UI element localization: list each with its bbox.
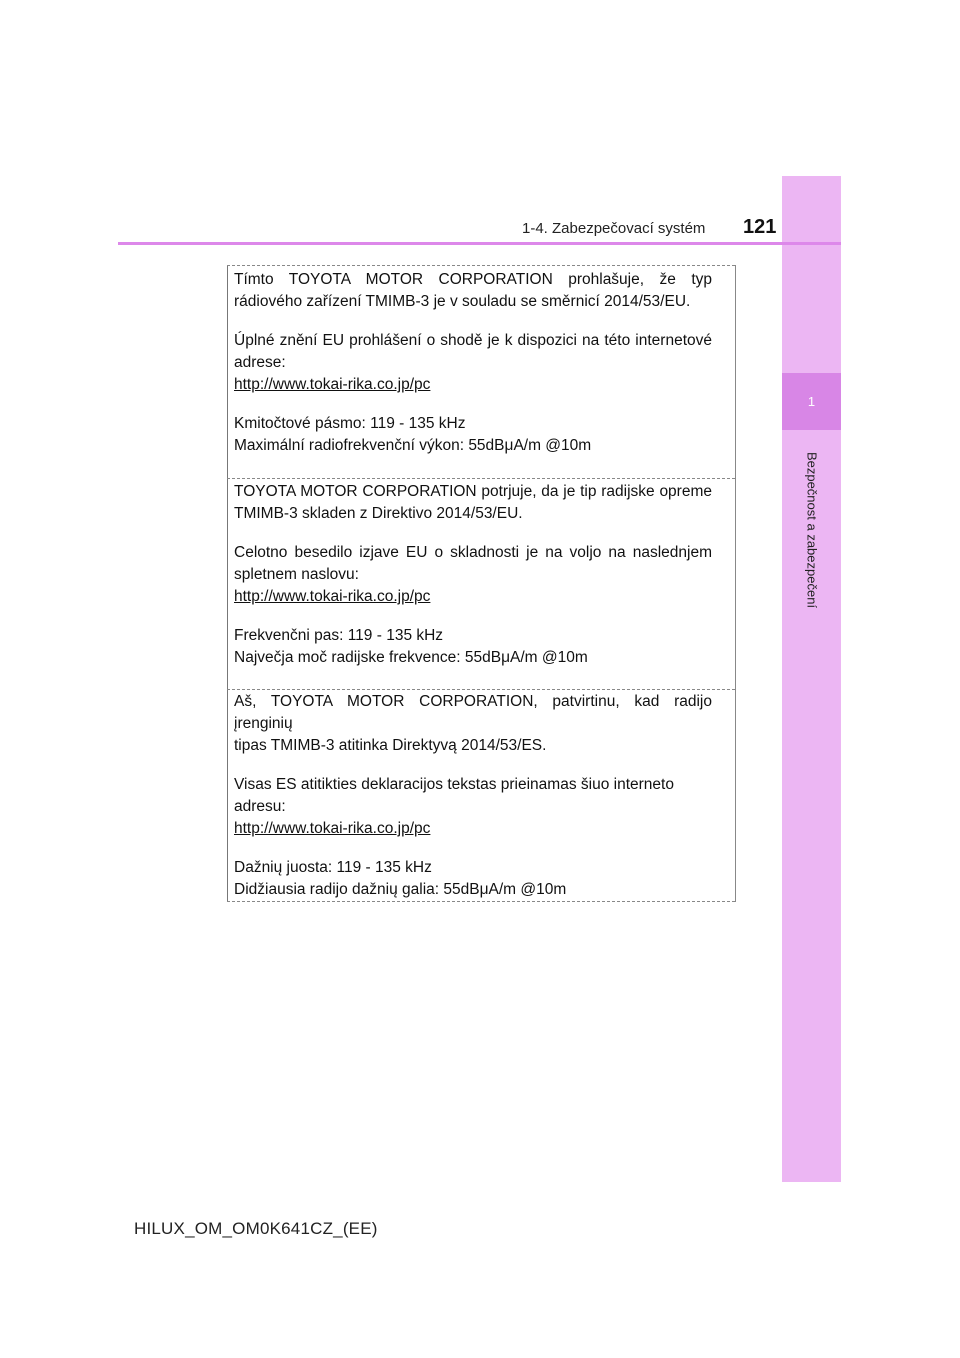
max-power: Maximální radiofrekvenční výkon: 55dBμA/m @10m xyxy=(234,437,592,454)
declaration-url-link[interactable]: http://www.tokai-rika.co.jp/pc xyxy=(234,820,431,837)
fulltext-line: spletnem naslovu: xyxy=(234,566,359,583)
czech-block xyxy=(234,269,712,457)
frequency-band: Dažnių juosta: 119 - 135 kHz xyxy=(234,859,432,876)
section-title: 1-4. Zabezpečovací systém xyxy=(522,220,706,237)
declaration-line: Tímto TOYOTA MOTOR CORPORATION prohlašuje, že typ xyxy=(234,271,712,288)
fulltext-line: Celotno besedilo izjave EU o skladnosti je na voljo na naslednjem xyxy=(234,544,712,561)
declaration-url-link[interactable]: http://www.tokai-rika.co.jp/pc xyxy=(234,588,431,605)
box-bottom-border xyxy=(227,901,735,902)
page-number: 121 xyxy=(743,216,777,238)
declaration-line: Aš, TOYOTA MOTOR CORPORATION, patvirtinu, kad radijo įrenginių xyxy=(234,693,712,732)
frequency-band: Frekvenčni pas: 119 - 135 kHz xyxy=(234,627,444,644)
lithuanian-block xyxy=(234,691,712,901)
document-code: HILUX_OM_OM0K641CZ_(EE) xyxy=(134,1219,378,1238)
max-power: Največja moč radijske frekvence: 55dBμA/m @10m xyxy=(234,649,588,666)
chapter-number: 1 xyxy=(807,394,816,409)
fulltext-line: Visas ES atitikties deklaracijos tekstas prieinamas šiuo interneto xyxy=(234,776,674,793)
header-divider xyxy=(118,242,841,245)
block-divider xyxy=(227,689,735,690)
fulltext-line: Úplné znění EU prohlášení o shodě je k dispozici na této internetové xyxy=(234,332,712,349)
frequency-band: Kmitočtové pásmo: 119 - 135 kHz xyxy=(234,415,466,432)
fulltext-line: adrese: xyxy=(234,354,286,371)
slovenian-block xyxy=(234,481,712,669)
declaration-line: TMIMB-3 skladen z Direktivo 2014/53/EU. xyxy=(234,505,523,522)
declaration-line: tipas TMIMB-3 atitinka Direktyvą 2014/53/ES. xyxy=(234,737,547,754)
fulltext-line: adresu: xyxy=(234,798,286,815)
declaration-line: rádiového zařízení TMIMB-3 je v souladu se směrnicí 2014/53/EU. xyxy=(234,293,691,310)
max-power: Didžiausia radijo dažnių galia: 55dBμA/m @10m xyxy=(234,881,567,898)
chapter-number-tab[interactable] xyxy=(782,373,841,430)
declaration-line: TOYOTA MOTOR CORPORATION potrjuje, da je tip radijske opreme xyxy=(234,483,712,500)
declaration-url-link[interactable]: http://www.tokai-rika.co.jp/pc xyxy=(234,376,431,393)
chapter-side-tab xyxy=(782,176,841,1182)
block-divider xyxy=(227,478,735,479)
box-top-border xyxy=(227,265,735,266)
chapter-title: Bezpečnost a zabezpečení xyxy=(804,451,820,609)
